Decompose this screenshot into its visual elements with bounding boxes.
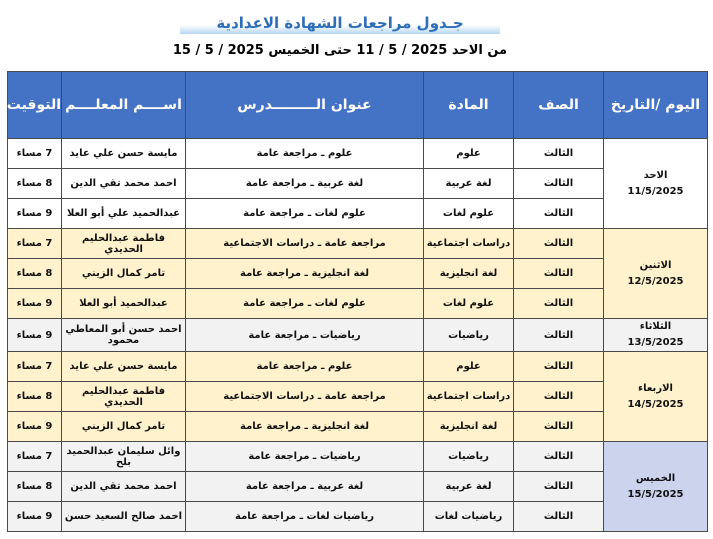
table-row (8, 319, 708, 352)
grade-cell: الثالث (514, 502, 604, 532)
grade-cell: الثالث (514, 412, 604, 442)
header-teacher: اســــم المعلــــم (62, 72, 186, 139)
teacher-cell: مايسة حسن علي عايد (62, 352, 186, 382)
teacher-cell: تامر كمال الزيني (62, 259, 186, 289)
time-cell: 7 مساء (8, 352, 62, 382)
header-day: اليوم /التاريخ (604, 72, 708, 139)
day-name: الاحد (643, 169, 668, 181)
lesson-cell: مراجعة عامة ـ دراسات الاجتماعية (186, 382, 424, 412)
grade-cell: الثالث (514, 352, 604, 382)
teacher-cell: احمد صالح السعيد حسن (62, 502, 186, 532)
table-row (8, 472, 708, 502)
lesson-cell: لغة انجليزية ـ مراجعة عامة (186, 259, 424, 289)
table-row (8, 352, 708, 382)
teacher-cell: فاطمة عبدالحليم الحديدي (62, 382, 186, 412)
time-cell: 7 مساء (8, 229, 62, 259)
time-cell: 8 مساء (8, 169, 62, 199)
time-cell: 8 مساء (8, 259, 62, 289)
time-cell: 7 مساء (8, 139, 62, 169)
day-cell (604, 229, 708, 319)
day-name: الاربعاء (638, 382, 673, 394)
table-row (8, 289, 708, 319)
grade-cell: الثالث (514, 169, 604, 199)
header-row (8, 72, 708, 139)
subject-cell: علوم (424, 352, 514, 382)
subject-cell: لغة عربية (424, 169, 514, 199)
table-row (8, 169, 708, 199)
subject-cell: دراسات اجتماعية (424, 229, 514, 259)
day-name: الثلاثاء (639, 321, 672, 332)
table-row (8, 502, 708, 532)
day-date: 13/5/2025 (627, 337, 684, 348)
subject-cell: دراسات اجتماعية (424, 382, 514, 412)
lesson-cell: علوم ـ مراجعة عامة (186, 352, 424, 382)
subject-cell: رياضيات (424, 442, 514, 472)
day-cell (604, 352, 708, 442)
schedule-table (7, 71, 708, 532)
teacher-cell: مايسة حسن علي عايد (62, 139, 186, 169)
subject-cell: علوم لغات (424, 199, 514, 229)
lesson-cell: رياضيات ـ مراجعة عامة (186, 319, 424, 352)
header-lesson: عنوان الـــــــــدرس (186, 72, 424, 139)
grade-cell: الثالث (514, 289, 604, 319)
day-date: 12/5/2025 (627, 275, 684, 287)
time-cell: 7 مساء (8, 442, 62, 472)
time-cell: 9 مساء (8, 199, 62, 229)
grade-cell: الثالث (514, 382, 604, 412)
grade-cell: الثالث (514, 319, 604, 352)
subject-cell: رياضيات (424, 319, 514, 352)
day-date: 15/5/2025 (627, 488, 684, 500)
lesson-cell: رياضيات ـ مراجعة عامة (186, 442, 424, 472)
time-cell: 9 مساء (8, 412, 62, 442)
day-date: 11/5/2025 (627, 185, 684, 197)
day-cell (604, 442, 708, 532)
table-row (8, 442, 708, 472)
time-cell: 9 مساء (8, 289, 62, 319)
page-subtitle: من الاحد 2025 / 5 / 11 حتى الخميس 2025 / 5 / 15 (172, 43, 508, 58)
schedule-body (8, 139, 708, 532)
header-subject: المادة (424, 72, 514, 139)
grade-cell: الثالث (514, 259, 604, 289)
day-name: الاثنين (639, 259, 672, 271)
grade-cell: الثالث (514, 229, 604, 259)
table-row (8, 259, 708, 289)
teacher-cell: احمد محمد تقي الدين (62, 169, 186, 199)
table-row (8, 412, 708, 442)
lesson-cell: علوم لغات ـ مراجعة عامة (186, 289, 424, 319)
lesson-cell: لغة عربية ـ مراجعة عامة (186, 169, 424, 199)
subject-cell: علوم لغات (424, 289, 514, 319)
table-row (8, 229, 708, 259)
teacher-cell: احمد محمد تقي الدين (62, 472, 186, 502)
subject-cell: لغة انجليزية (424, 259, 514, 289)
table-row (8, 382, 708, 412)
subject-cell: علوم (424, 139, 514, 169)
lesson-cell: علوم ـ مراجعة عامة (186, 139, 424, 169)
lesson-cell: لغة انجليزية ـ مراجعة عامة (186, 412, 424, 442)
grade-cell: الثالث (514, 199, 604, 229)
header-grade: الصف (514, 72, 604, 139)
teacher-cell: وائل سليمان عبدالحميد بلح (62, 442, 186, 472)
subject-cell: لغة انجليزية (424, 412, 514, 442)
teacher-cell: عبدالحميد أبو العلا (62, 289, 186, 319)
time-cell: 9 مساء (8, 502, 62, 532)
grade-cell: الثالث (514, 442, 604, 472)
teacher-cell: تامر كمال الزيني (62, 412, 186, 442)
teacher-cell: عبدالحميد علي أبو العلا (62, 199, 186, 229)
day-name: الخميس (635, 472, 676, 484)
teacher-cell: احمد حسن أبو المعاطي محمود (62, 319, 186, 352)
time-cell: 8 مساء (8, 382, 62, 412)
header-time: التوقيت (8, 72, 62, 139)
subject-cell: لغة عربية (424, 472, 514, 502)
day-cell (604, 319, 708, 352)
page-title: جـدول مراجعات الشهادة الاعدادية (180, 14, 500, 34)
time-cell: 8 مساء (8, 472, 62, 502)
subject-cell: رياضيات لغات (424, 502, 514, 532)
day-cell (604, 139, 708, 229)
lesson-cell: علوم لغات ـ مراجعة عامة (186, 199, 424, 229)
teacher-cell: فاطمة عبدالحليم الحديدي (62, 229, 186, 259)
time-cell: 9 مساء (8, 319, 62, 352)
lesson-cell: رياضيات لغات ـ مراجعة عامة (186, 502, 424, 532)
day-date: 14/5/2025 (627, 398, 684, 410)
table-row (8, 199, 708, 229)
grade-cell: الثالث (514, 139, 604, 169)
table-row (8, 139, 708, 169)
lesson-cell: لغة عربية ـ مراجعة عامة (186, 472, 424, 502)
lesson-cell: مراجعة عامة ـ دراسات الاجتماعية (186, 229, 424, 259)
grade-cell: الثالث (514, 472, 604, 502)
